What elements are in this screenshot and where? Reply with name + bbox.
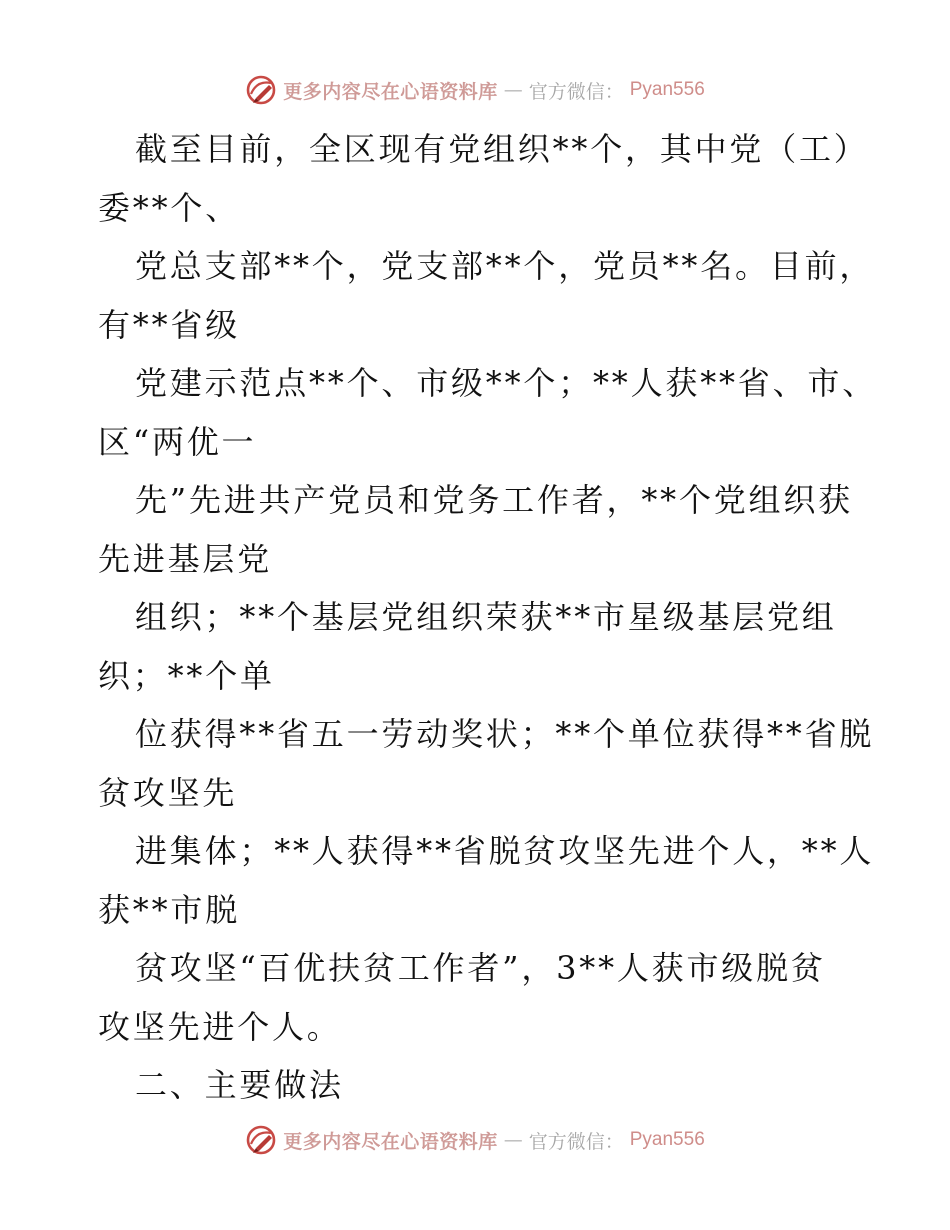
body-line-11: 位获得**省五一劳动奖状；**个单位获得**省脱 — [135, 715, 875, 753]
document-body — [98, 120, 878, 1115]
body-line-2: 委**个、 — [98, 188, 241, 227]
body-line-15: 贫攻坚“百优扶贫工作者”，3**人获市级脱贫 — [135, 949, 826, 987]
watermark-text: 更多内容尽在心语资料库 — [283, 80, 498, 103]
body-line-3: 党总支部**个，党支部**个，党员**名。目前， — [135, 247, 875, 285]
pen-logo-icon — [245, 1124, 277, 1156]
watermark-wechat-label: 官方微信： — [528, 80, 624, 103]
body-line-7: 先”先进共产党员和党务工作者，**个党组织获 — [135, 481, 853, 519]
watermark-dash: — — [503, 1129, 523, 1151]
watermark-wechat-id: Pyan556 — [629, 79, 705, 100]
watermark-wechat-label: 官方微信： — [528, 1130, 624, 1153]
section-heading: 二、主要做法 — [135, 1066, 344, 1104]
pen-logo-icon — [245, 74, 277, 106]
body-line-10: 织；**个单 — [98, 656, 275, 695]
body-line-6: 区“两优一 — [98, 422, 257, 461]
body-line-9: 组织；**个基层党组织荣获**市星级基层党组 — [135, 598, 837, 636]
body-line-14: 获**市脱 — [98, 890, 241, 929]
body-line-4: 有**省级 — [98, 305, 241, 344]
body-line-8: 先进基层党 — [98, 539, 273, 578]
body-line-13: 进集体；**人获得**省脱贫攻坚先进个人，**人 — [135, 832, 875, 870]
header-watermark — [0, 72, 950, 108]
body-line-5: 党建示范点**个、市级**个；**人获**省、市、 — [135, 364, 878, 402]
watermark-wechat-id: Pyan556 — [629, 1129, 705, 1150]
footer-watermark — [0, 1122, 950, 1158]
body-line-16: 攻坚先进个人。 — [98, 1007, 342, 1046]
watermark-dash: — — [503, 79, 523, 101]
body-line-1: 截至目前，全区现有党组织**个，其中党（工） — [135, 130, 869, 168]
watermark-text: 更多内容尽在心语资料库 — [283, 1130, 498, 1153]
body-line-12: 贫攻坚先 — [98, 773, 238, 812]
